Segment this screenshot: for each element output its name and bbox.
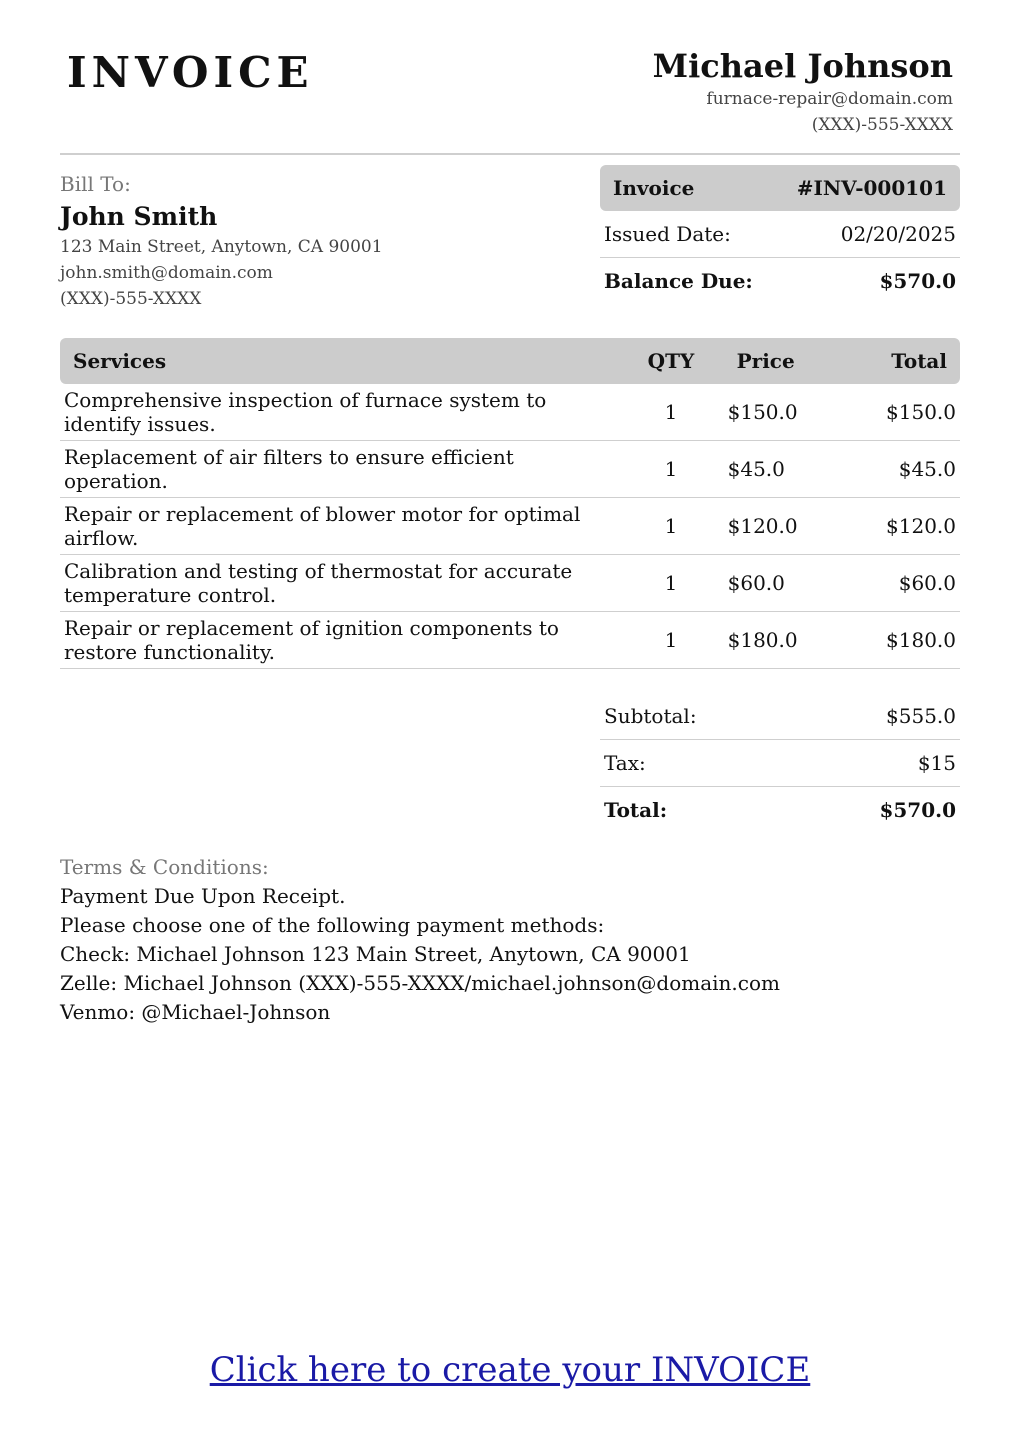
header-services: Services: [60, 338, 618, 384]
bill-to-block: [60, 170, 383, 312]
service-description: Repair or replacement of blower motor for optimal airflow.: [60, 498, 618, 555]
service-total: $180.0: [878, 612, 960, 669]
table-row: [60, 441, 960, 498]
subtotal-label: Subtotal:: [604, 704, 697, 728]
invoice-label: Invoice: [613, 176, 695, 200]
invoice-title: INVOICE: [67, 48, 314, 97]
issued-date-value: 02/20/2025: [840, 222, 956, 246]
table-row: [60, 498, 960, 555]
service-price: $150.0: [724, 384, 879, 441]
service-qty: 1: [618, 384, 723, 441]
header-divider: [60, 153, 960, 155]
table-row: [60, 612, 960, 669]
bill-to-label: Bill To:: [60, 172, 131, 196]
balance-due-row: [600, 258, 960, 304]
tax-label: Tax:: [604, 751, 646, 775]
sender-phone: (XXX)-555-XXXX: [811, 115, 953, 135]
balance-due-label: Balance Due:: [604, 269, 753, 293]
invoice-number-header: [600, 165, 960, 211]
terms-line: Zelle: Michael Johnson (XXX)-555-XXXX/michael.johnson@domain.com: [60, 971, 780, 995]
balance-due-value: $570.0: [879, 269, 956, 293]
tax-row: [600, 740, 960, 787]
tax-value: $15: [917, 751, 956, 775]
client-name: John Smith: [60, 202, 218, 231]
issued-date-row: [600, 211, 960, 258]
header-total: Total: [878, 338, 960, 384]
subtotal-value: $555.0: [886, 704, 956, 728]
terms-line: Payment Due Upon Receipt.: [60, 884, 346, 908]
service-total: $60.0: [878, 555, 960, 612]
header-qty: QTY: [618, 338, 723, 384]
service-price: $45.0: [724, 441, 879, 498]
service-description: Calibration and testing of thermostat for accurate temperature control.: [60, 555, 618, 612]
service-qty: 1: [618, 498, 723, 555]
invoice-meta: [600, 165, 960, 304]
invoice-number: #INV-000101: [796, 176, 947, 200]
service-description: Replacement of air filters to ensure efficient operation.: [60, 441, 618, 498]
subtotal-row: [600, 693, 960, 740]
sender-block: [653, 46, 953, 138]
services-header-row: [60, 338, 960, 384]
service-qty: 1: [618, 555, 723, 612]
service-price: $120.0: [724, 498, 879, 555]
totals-block: [600, 693, 960, 833]
terms-line: Check: Michael Johnson 123 Main Street, Anytown, CA 90001: [60, 942, 691, 966]
create-invoice-link[interactable]: Click here to create your INVOICE: [209, 1350, 811, 1390]
service-total: $150.0: [878, 384, 960, 441]
services-table: [60, 338, 960, 669]
service-description: Repair or replacement of ignition components to restore functionality.: [60, 612, 618, 669]
service-price: $180.0: [724, 612, 879, 669]
service-description: Comprehensive inspection of furnace system to identify issues.: [60, 384, 618, 441]
table-row: [60, 555, 960, 612]
service-price: $60.0: [724, 555, 879, 612]
service-qty: 1: [618, 612, 723, 669]
terms-label: Terms & Conditions:: [60, 855, 269, 879]
header-price: Price: [724, 338, 879, 384]
total-value: $570.0: [879, 798, 956, 822]
terms-block: [60, 853, 960, 1027]
table-row: [60, 384, 960, 441]
issued-date-label: Issued Date:: [604, 222, 731, 246]
client-email: john.smith@domain.com: [60, 263, 273, 283]
client-phone: (XXX)-555-XXXX: [60, 289, 202, 309]
terms-line: Please choose one of the following payment methods:: [60, 913, 605, 937]
service-total: $45.0: [878, 441, 960, 498]
client-address: 123 Main Street, Anytown, CA 90001: [60, 237, 383, 257]
service-qty: 1: [618, 441, 723, 498]
sender-name: Michael Johnson: [652, 47, 953, 85]
total-label: Total:: [604, 798, 668, 822]
terms-line: Venmo: @Michael-Johnson: [60, 1000, 331, 1024]
total-row: [600, 787, 960, 833]
sender-email: furnace-repair@domain.com: [706, 89, 953, 109]
service-total: $120.0: [878, 498, 960, 555]
